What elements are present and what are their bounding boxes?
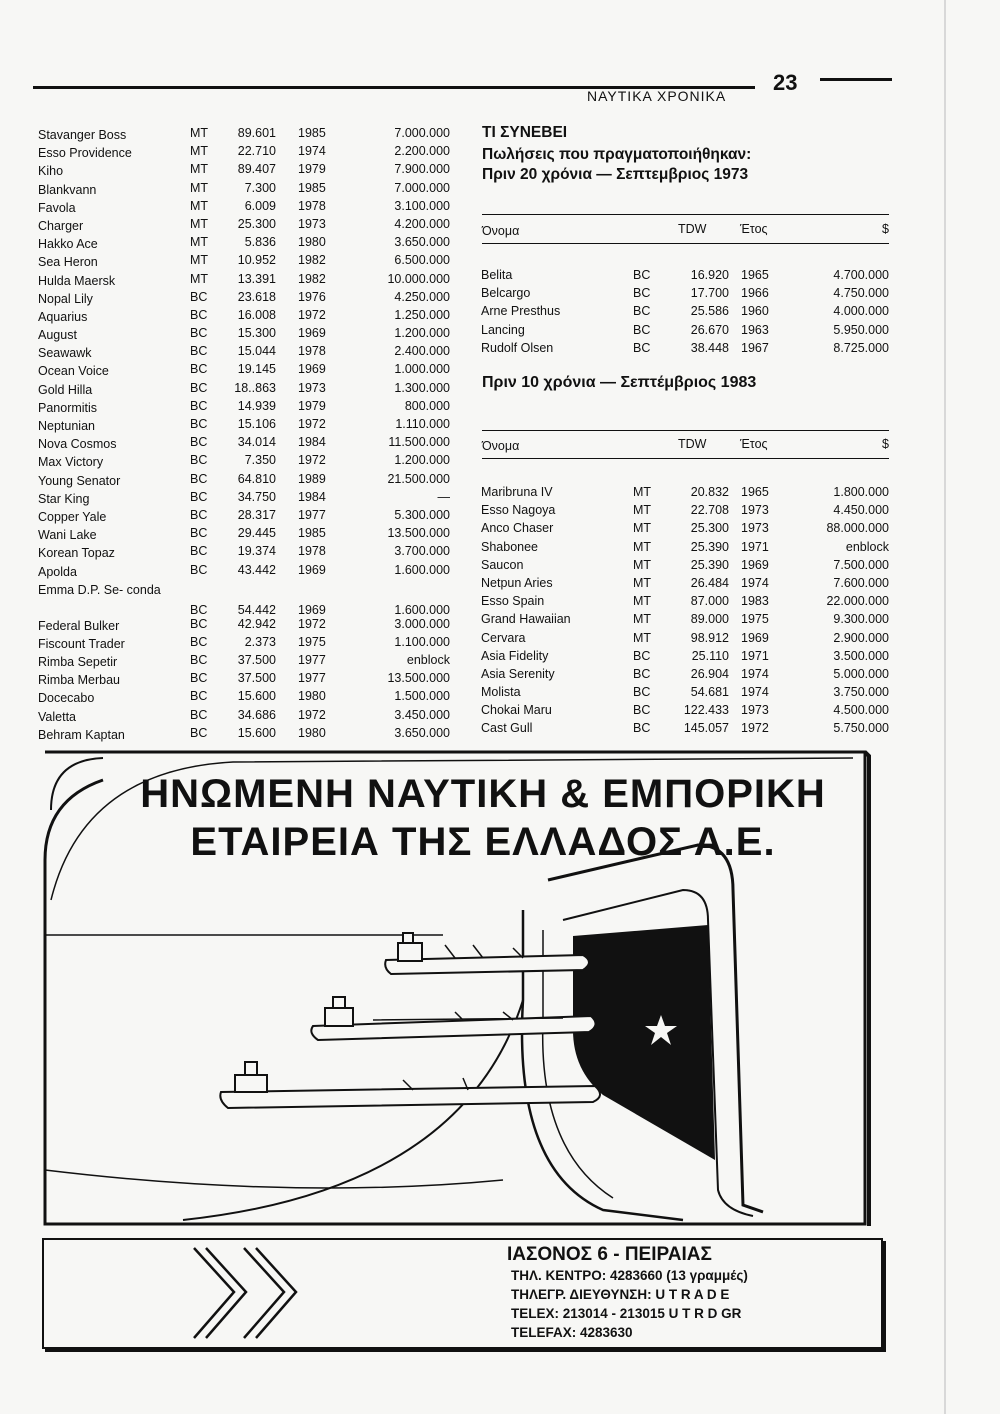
vessel-tdw: 54.681: [690, 685, 729, 700]
vessel-type: BC: [190, 616, 208, 631]
vessel-type: BC: [190, 417, 208, 431]
vessel-name: Aquarius: [38, 309, 88, 324]
vessel-name: Wani Lake: [38, 528, 97, 543]
sale-price: —: [437, 489, 450, 504]
vessel-year: 1972: [298, 417, 326, 431]
section-subtitle: Πωλήσεις που πραγματοποιήθηκαν:: [482, 146, 752, 163]
vessel-tdw: 2.373: [244, 634, 276, 649]
vessel-type: BC: [190, 362, 208, 377]
vessel-name: Favola: [38, 200, 76, 215]
vessel-type: MT: [633, 594, 652, 609]
vessel-name: Netpun Aries: [481, 575, 553, 590]
vessel-type: BC: [633, 648, 651, 663]
vessel-name: August: [38, 328, 77, 343]
vessel-tdw: 7.300: [244, 180, 276, 195]
vessel-name: Korean Topaz: [38, 546, 115, 561]
vessel-name: Hulda Maersk: [38, 273, 116, 288]
vessel-year: 1973: [741, 521, 769, 536]
vessel-year: 1975: [298, 634, 326, 649]
publication-name: ΝΑΥΤΙΚΑ ΧΡΟΝΙΚΑ: [587, 88, 727, 104]
sale-price: 2.200.000: [394, 144, 450, 159]
vessel-type: MT: [633, 557, 652, 572]
vessel-year: 1973: [298, 380, 326, 395]
sale-price: 5.300.000: [394, 507, 450, 522]
vessel-name: Seawawk: [38, 346, 92, 361]
vessel-year: 1978: [298, 198, 326, 213]
vessel-name: Charger: [38, 218, 84, 233]
company-advertisement: [43, 750, 893, 1226]
sale-price: 1.110.000: [395, 417, 450, 431]
ad-telex: TELEX: 213014 - 213015 U T R D GR: [511, 1306, 742, 1321]
sale-price: 2.400.000: [394, 344, 450, 359]
vessel-year: 1963: [741, 322, 769, 337]
vessel-tdw: 5.836: [244, 235, 276, 250]
sale-price: 4.500.000: [833, 703, 889, 718]
sale-price: 3.000.000: [394, 616, 450, 631]
vessel-type: MT: [633, 575, 652, 590]
vessel-name: Young Senator: [38, 473, 121, 488]
vessel-type: MT: [190, 180, 209, 195]
vessel-year: 1973: [298, 216, 326, 231]
sale-price: 1.500.000: [394, 689, 450, 704]
vessel-year: 1977: [298, 671, 326, 686]
vessel-tdw: 37.500: [237, 653, 276, 668]
vessel-name: Grand Hawaiian: [481, 612, 571, 627]
vessel-type: BC: [190, 653, 208, 668]
vessel-tdw: 34.750: [237, 489, 276, 504]
vessel-tdw: 38.448: [690, 340, 729, 355]
sale-price: 21.500.000: [387, 471, 450, 486]
sale-price: 1.200.000: [394, 453, 450, 468]
vessel-year: 1979: [298, 398, 326, 413]
vessel-tdw: 18..863: [234, 380, 276, 395]
vessel-type: BC: [633, 304, 651, 319]
vessel-name: Sea Heron: [38, 255, 98, 270]
vessel-name: Ocean Voice: [38, 364, 109, 379]
vessel-tdw: 15.300: [237, 326, 276, 341]
vessel-type: MT: [190, 216, 209, 231]
vessel-name: Emma D.P. Se- conda: [38, 582, 161, 597]
vessel-tdw: 42.942: [237, 616, 276, 631]
col-header-price: $: [882, 222, 889, 236]
vessel-name: Docecabo: [38, 691, 95, 706]
vessel-type: BC: [190, 544, 208, 559]
vessel-year: 1985: [298, 126, 326, 140]
vessel-name: Fiscount Trader: [38, 636, 125, 651]
vessel-year: 1973: [741, 703, 769, 718]
sale-price: 800.000: [404, 398, 450, 413]
chevrons-logo: [174, 1240, 414, 1345]
vessel-name: Nopal Lily: [38, 291, 93, 306]
vessel-name: Star King: [38, 491, 90, 506]
vessel-name: Molista: [481, 685, 521, 700]
ad-telefax: TELEFAX: 4283630: [511, 1325, 633, 1340]
table-1983-header-rule: [482, 458, 889, 459]
vessel-name: Anco Chaser: [481, 521, 554, 536]
vessel-year: 1989: [298, 471, 326, 486]
sale-price: 3.100.000: [394, 198, 450, 213]
sale-price: 1.800.000: [833, 485, 889, 499]
vessel-type: BC: [190, 471, 208, 486]
vessel-year: 1972: [298, 707, 326, 722]
vessel-type: MT: [190, 235, 209, 250]
vessel-name: Rudolf Olsen: [481, 340, 554, 355]
vessel-year: 1972: [298, 307, 326, 322]
vessel-tdw: 15.600: [237, 689, 276, 704]
vessel-name: Max Victory: [38, 455, 104, 470]
sale-price: 7.000.000: [394, 180, 450, 195]
col-header-tdw: TDW: [678, 437, 707, 451]
col-header-year: Έτος: [740, 222, 768, 236]
vessel-type: MT: [190, 144, 209, 159]
vessel-type: BC: [190, 707, 208, 722]
sale-price: 1.100.000: [394, 634, 450, 649]
vessel-year: 1965: [741, 268, 769, 282]
col-header-year: Έτος: [740, 437, 768, 451]
sale-price: enblock: [406, 653, 450, 668]
vessel-year: 1969: [741, 557, 769, 572]
vessel-type: MT: [633, 630, 652, 645]
vessel-tdw: 43.442: [237, 562, 276, 577]
vessel-tdw: 25.300: [690, 521, 729, 536]
sale-price: 2.900.000: [833, 630, 889, 645]
ad-phone: ΤΗΛ. ΚΕΝΤΡΟ: 4283660 (13 γραμμές): [511, 1268, 748, 1283]
sale-price: 88.000.000: [826, 521, 889, 536]
vessel-year: 1974: [741, 666, 769, 681]
vessel-type: BC: [190, 671, 208, 686]
table-1973-header-rule: [482, 243, 889, 244]
vessel-year: 1974: [298, 144, 326, 159]
vessel-name: Behram Kaptan: [38, 727, 125, 742]
vessel-name: Stavanger Boss: [38, 128, 127, 142]
vessel-tdw: 89.407: [237, 162, 276, 177]
sale-price: 3.450.000: [394, 707, 450, 722]
vessel-type: BC: [190, 507, 208, 522]
vessel-tdw: 26.484: [690, 575, 729, 590]
vessel-tdw: 29.445: [237, 526, 276, 541]
vessel-type: BC: [190, 489, 208, 504]
vessel-name: Valetta: [38, 709, 76, 724]
vessel-type: MT: [633, 485, 652, 499]
vessel-name: Maribruna IV: [481, 485, 553, 499]
vessel-name: Kiho: [38, 164, 64, 179]
vessel-name: Saucon: [481, 557, 524, 572]
vessel-name: Rimba Sepetir: [38, 655, 118, 670]
sale-price: 13.500.000: [387, 671, 450, 686]
vessel-tdw: 25.110: [691, 648, 729, 663]
vessel-tdw: 6.009: [244, 198, 276, 213]
vessel-year: 1973: [741, 503, 769, 518]
vessel-tdw: 34.686: [237, 707, 276, 722]
vessel-name: Rimba Merbau: [38, 673, 120, 688]
vessel-type: BC: [633, 666, 651, 681]
vessel-tdw: 16.920: [690, 268, 729, 282]
vessel-type: MT: [190, 253, 209, 268]
vessel-type: MT: [190, 271, 209, 286]
sale-price: 6.500.000: [394, 253, 450, 268]
vessel-tdw: 87.000: [690, 594, 729, 609]
vessel-year: 1971: [741, 539, 769, 554]
vessel-name: Chokai Maru: [481, 703, 552, 718]
vessel-type: BC: [633, 268, 651, 282]
period-1983-heading: Πριν 10 χρόνια — Σεπτέμβριος 1983: [482, 374, 757, 391]
vessel-name: Panormitis: [38, 400, 98, 415]
vessel-year: 1972: [298, 616, 326, 631]
vessel-year: 1980: [298, 235, 326, 250]
vessel-year: 1982: [298, 271, 326, 286]
vessel-name: Cast Gull: [481, 721, 533, 736]
sale-price: 5.000.000: [833, 666, 889, 681]
vessel-type: BC: [633, 685, 651, 700]
sale-price: 4.700.000: [833, 268, 889, 282]
vessel-tdw: 34.014: [237, 435, 276, 450]
vessel-tdw: 25.390: [690, 557, 729, 572]
vessel-tdw: 26.670: [690, 322, 729, 337]
vessel-type: BC: [190, 289, 208, 304]
sale-price: 1.300.000: [394, 380, 450, 395]
vessel-type: BC: [190, 380, 208, 395]
vessel-name: Apolda: [38, 564, 77, 579]
vessel-tdw: 15.600: [237, 725, 276, 740]
vessel-tdw: 28.317: [237, 507, 276, 522]
vessel-name: Lancing: [481, 322, 525, 337]
vessel-name: Asia Serenity: [481, 666, 555, 681]
header-rule-right: [820, 78, 892, 81]
vessel-year: 1975: [741, 612, 769, 627]
sale-price: 3.750.000: [833, 685, 889, 700]
vessel-year: 1976: [298, 289, 326, 304]
vessel-year: 1972: [298, 453, 326, 468]
vessel-name: Cervara: [481, 630, 526, 645]
vessel-type: MT: [190, 126, 209, 140]
page-edge: [944, 0, 946, 1414]
vessel-type: BC: [190, 602, 208, 617]
sale-price: 7.500.000: [833, 557, 889, 572]
vessel-tdw: 64.810: [237, 471, 276, 486]
col-header-price: $: [882, 437, 889, 451]
vessel-name: Blankvann: [38, 182, 97, 197]
col-header-name: Όνομα: [482, 224, 520, 238]
ad-company-name-line2: ΕΤΑΙΡΕΙΑ ΤΗΣ ΕΛΛΑΔΟΣ Α.Ε.: [190, 820, 776, 864]
vessel-tdw: 25.390: [690, 539, 729, 554]
vessel-tdw: 89.601: [237, 126, 276, 140]
vessel-type: MT: [190, 162, 209, 177]
vessel-type: BC: [190, 398, 208, 413]
vessel-tdw: 19.374: [237, 544, 276, 559]
sale-price: 10.000.000: [387, 271, 450, 286]
vessel-year: 1967: [741, 340, 769, 355]
vessel-type: BC: [190, 435, 208, 450]
vessel-year: 1974: [741, 575, 769, 590]
page-number: 23: [773, 70, 798, 95]
vessel-tdw: 54.442: [237, 602, 276, 617]
vessel-name: Federal Bulker: [38, 618, 120, 633]
sale-price: 1.600.000: [394, 562, 450, 577]
section-title: ΤΙ ΣΥΝΕΒΕΙ: [482, 124, 568, 141]
vessel-year: 1969: [298, 562, 326, 577]
vessel-name: Copper Yale: [38, 509, 107, 524]
vessel-type: BC: [190, 526, 208, 541]
vessel-type: MT: [633, 521, 652, 536]
sale-price: 5.750.000: [833, 721, 889, 736]
vessel-tdw: 98.912: [690, 630, 729, 645]
vessel-type: BC: [190, 725, 208, 740]
vessel-year: 1969: [298, 362, 326, 377]
vessel-name: Esso Spain: [481, 594, 545, 609]
col-header-name: Όνομα: [482, 439, 520, 453]
period-1973-heading: Πριν 20 χρόνια — Σεπτεμβριος 1973: [482, 166, 749, 183]
sale-price: 5.950.000: [833, 322, 889, 337]
sale-price: 1.200.000: [394, 326, 450, 341]
sale-price: 4.200.000: [394, 216, 450, 231]
vessel-type: BC: [633, 286, 651, 301]
vessel-year: 1972: [741, 721, 769, 736]
sale-price: 22.000.000: [826, 594, 889, 609]
sale-price: 4.000.000: [833, 304, 889, 319]
sale-price: 9.300.000: [833, 612, 889, 627]
sale-price: 1.000.000: [394, 362, 450, 377]
vessel-tdw: 22.708: [690, 503, 729, 518]
vessel-tdw: 7.350: [244, 453, 276, 468]
vessel-year: 1979: [298, 162, 326, 177]
sale-price: 11.500.000: [388, 435, 450, 450]
vessel-name: Gold Hilla: [38, 382, 93, 397]
vessel-tdw: 26.904: [690, 666, 729, 681]
vessel-type: BC: [190, 562, 208, 577]
ad-telegraph: ΤΗΛΕΓΡ. ΔΙΕΥΘΥΝΣΗ: U T R A D E: [511, 1287, 730, 1302]
vessel-tdw: 14.939: [237, 398, 276, 413]
vessel-type: BC: [190, 326, 208, 341]
vessel-year: 1966: [741, 286, 769, 301]
vessel-tdw: 89.000: [690, 612, 729, 627]
vessel-name: Shabonee: [481, 539, 539, 554]
vessel-year: 1980: [298, 725, 326, 740]
vessel-year: 1983: [741, 594, 769, 609]
sale-price: 1.250.000: [394, 307, 450, 322]
vessel-year: 1969: [741, 630, 769, 645]
sale-price: 7.600.000: [833, 575, 889, 590]
vessel-year: 1985: [298, 180, 326, 195]
vessel-year: 1960: [741, 304, 769, 319]
vessel-tdw: 19.145: [237, 362, 276, 377]
sale-price: 3.700.000: [394, 544, 450, 559]
vessel-tdw: 25.300: [237, 216, 276, 231]
vessel-type: MT: [190, 198, 209, 213]
vessel-name: Belita: [481, 268, 513, 282]
sale-price: 7.900.000: [394, 162, 450, 177]
vessel-type: BC: [190, 689, 208, 704]
vessel-year: 1984: [298, 489, 326, 504]
sale-price: 3.650.000: [394, 725, 450, 740]
vessel-type: MT: [633, 612, 652, 627]
vessel-type: MT: [633, 539, 652, 554]
vessel-type: BC: [633, 721, 651, 736]
vessel-tdw: 22.710: [237, 144, 276, 159]
vessel-name: Hakko Ace: [38, 237, 98, 252]
contact-box: [42, 1238, 883, 1349]
vessel-name: Esso Nagoya: [481, 503, 556, 518]
vessel-year: 1971: [741, 648, 769, 663]
vessel-year: 1969: [298, 602, 326, 617]
table-1973-top-rule: [482, 214, 889, 215]
vessel-type: BC: [190, 307, 208, 322]
vessel-type: BC: [633, 340, 651, 355]
vessel-tdw: 16.008: [237, 307, 276, 322]
sale-price: 4.450.000: [833, 503, 889, 518]
vessel-year: 1978: [298, 344, 326, 359]
vessel-tdw: 13.391: [237, 271, 276, 286]
sale-price: 3.650.000: [394, 235, 450, 250]
vessel-name: Asia Fidelity: [481, 648, 549, 663]
vessel-year: 1984: [298, 435, 326, 450]
vessel-tdw: 17.700: [690, 286, 729, 301]
vessel-year: 1974: [741, 685, 769, 700]
sale-price: 8.725.000: [833, 340, 889, 355]
sale-price: 7.000.000: [394, 126, 450, 140]
sale-price: enblock: [845, 539, 889, 554]
col-header-tdw: TDW: [678, 222, 707, 236]
vessel-year: 1982: [298, 253, 326, 268]
vessel-tdw: 23.618: [237, 289, 276, 304]
vessel-type: BC: [190, 344, 208, 359]
vessel-name: Belcargo: [481, 286, 531, 301]
vessel-tdw: 145.057: [683, 721, 729, 736]
vessel-tdw: 25.586: [690, 304, 729, 319]
vessel-year: 1977: [298, 507, 326, 522]
vessel-tdw: 37.500: [237, 671, 276, 686]
vessel-tdw: 15.106: [237, 417, 276, 431]
vessel-tdw: 15.044: [237, 344, 276, 359]
sale-price: 3.500.000: [833, 648, 889, 663]
vessel-type: BC: [190, 634, 208, 649]
vessel-name: Arne Presthus: [481, 304, 561, 319]
vessel-tdw: 122.433: [683, 703, 729, 718]
vessel-type: MT: [633, 503, 652, 518]
vessel-year: 1965: [741, 485, 769, 499]
table-1983-top-rule: [482, 430, 889, 431]
ad-company-name-line1: ΗΝΩΜΕΝΗ ΝΑΥΤΙΚΗ & ΕΜΠΟΡΙΚΗ: [140, 772, 826, 816]
vessel-year: 1969: [298, 326, 326, 341]
vessel-name: Nova Cosmos: [38, 437, 117, 452]
vessel-name: Neptunian: [38, 419, 95, 433]
vessel-year: 1985: [298, 526, 326, 541]
vessel-year: 1978: [298, 544, 326, 559]
vessel-type: BC: [633, 322, 651, 337]
vessel-name: Esso Providence: [38, 146, 132, 161]
vessel-year: 1980: [298, 689, 326, 704]
sale-price: 4.250.000: [394, 289, 450, 304]
sale-price: 13.500.000: [387, 526, 450, 541]
vessel-tdw: 10.952: [237, 253, 276, 268]
vessel-type: BC: [633, 703, 651, 718]
vessel-year: 1977: [298, 653, 326, 668]
sale-price: 4.750.000: [833, 286, 889, 301]
ad-address: ΙΑΣΟΝΟΣ 6 - ΠΕΙΡΑΙΑΣ: [507, 1244, 712, 1265]
vessel-type: BC: [190, 453, 208, 468]
vessel-tdw: 20.832: [690, 485, 729, 499]
sale-price: 1.600.000: [394, 602, 450, 617]
